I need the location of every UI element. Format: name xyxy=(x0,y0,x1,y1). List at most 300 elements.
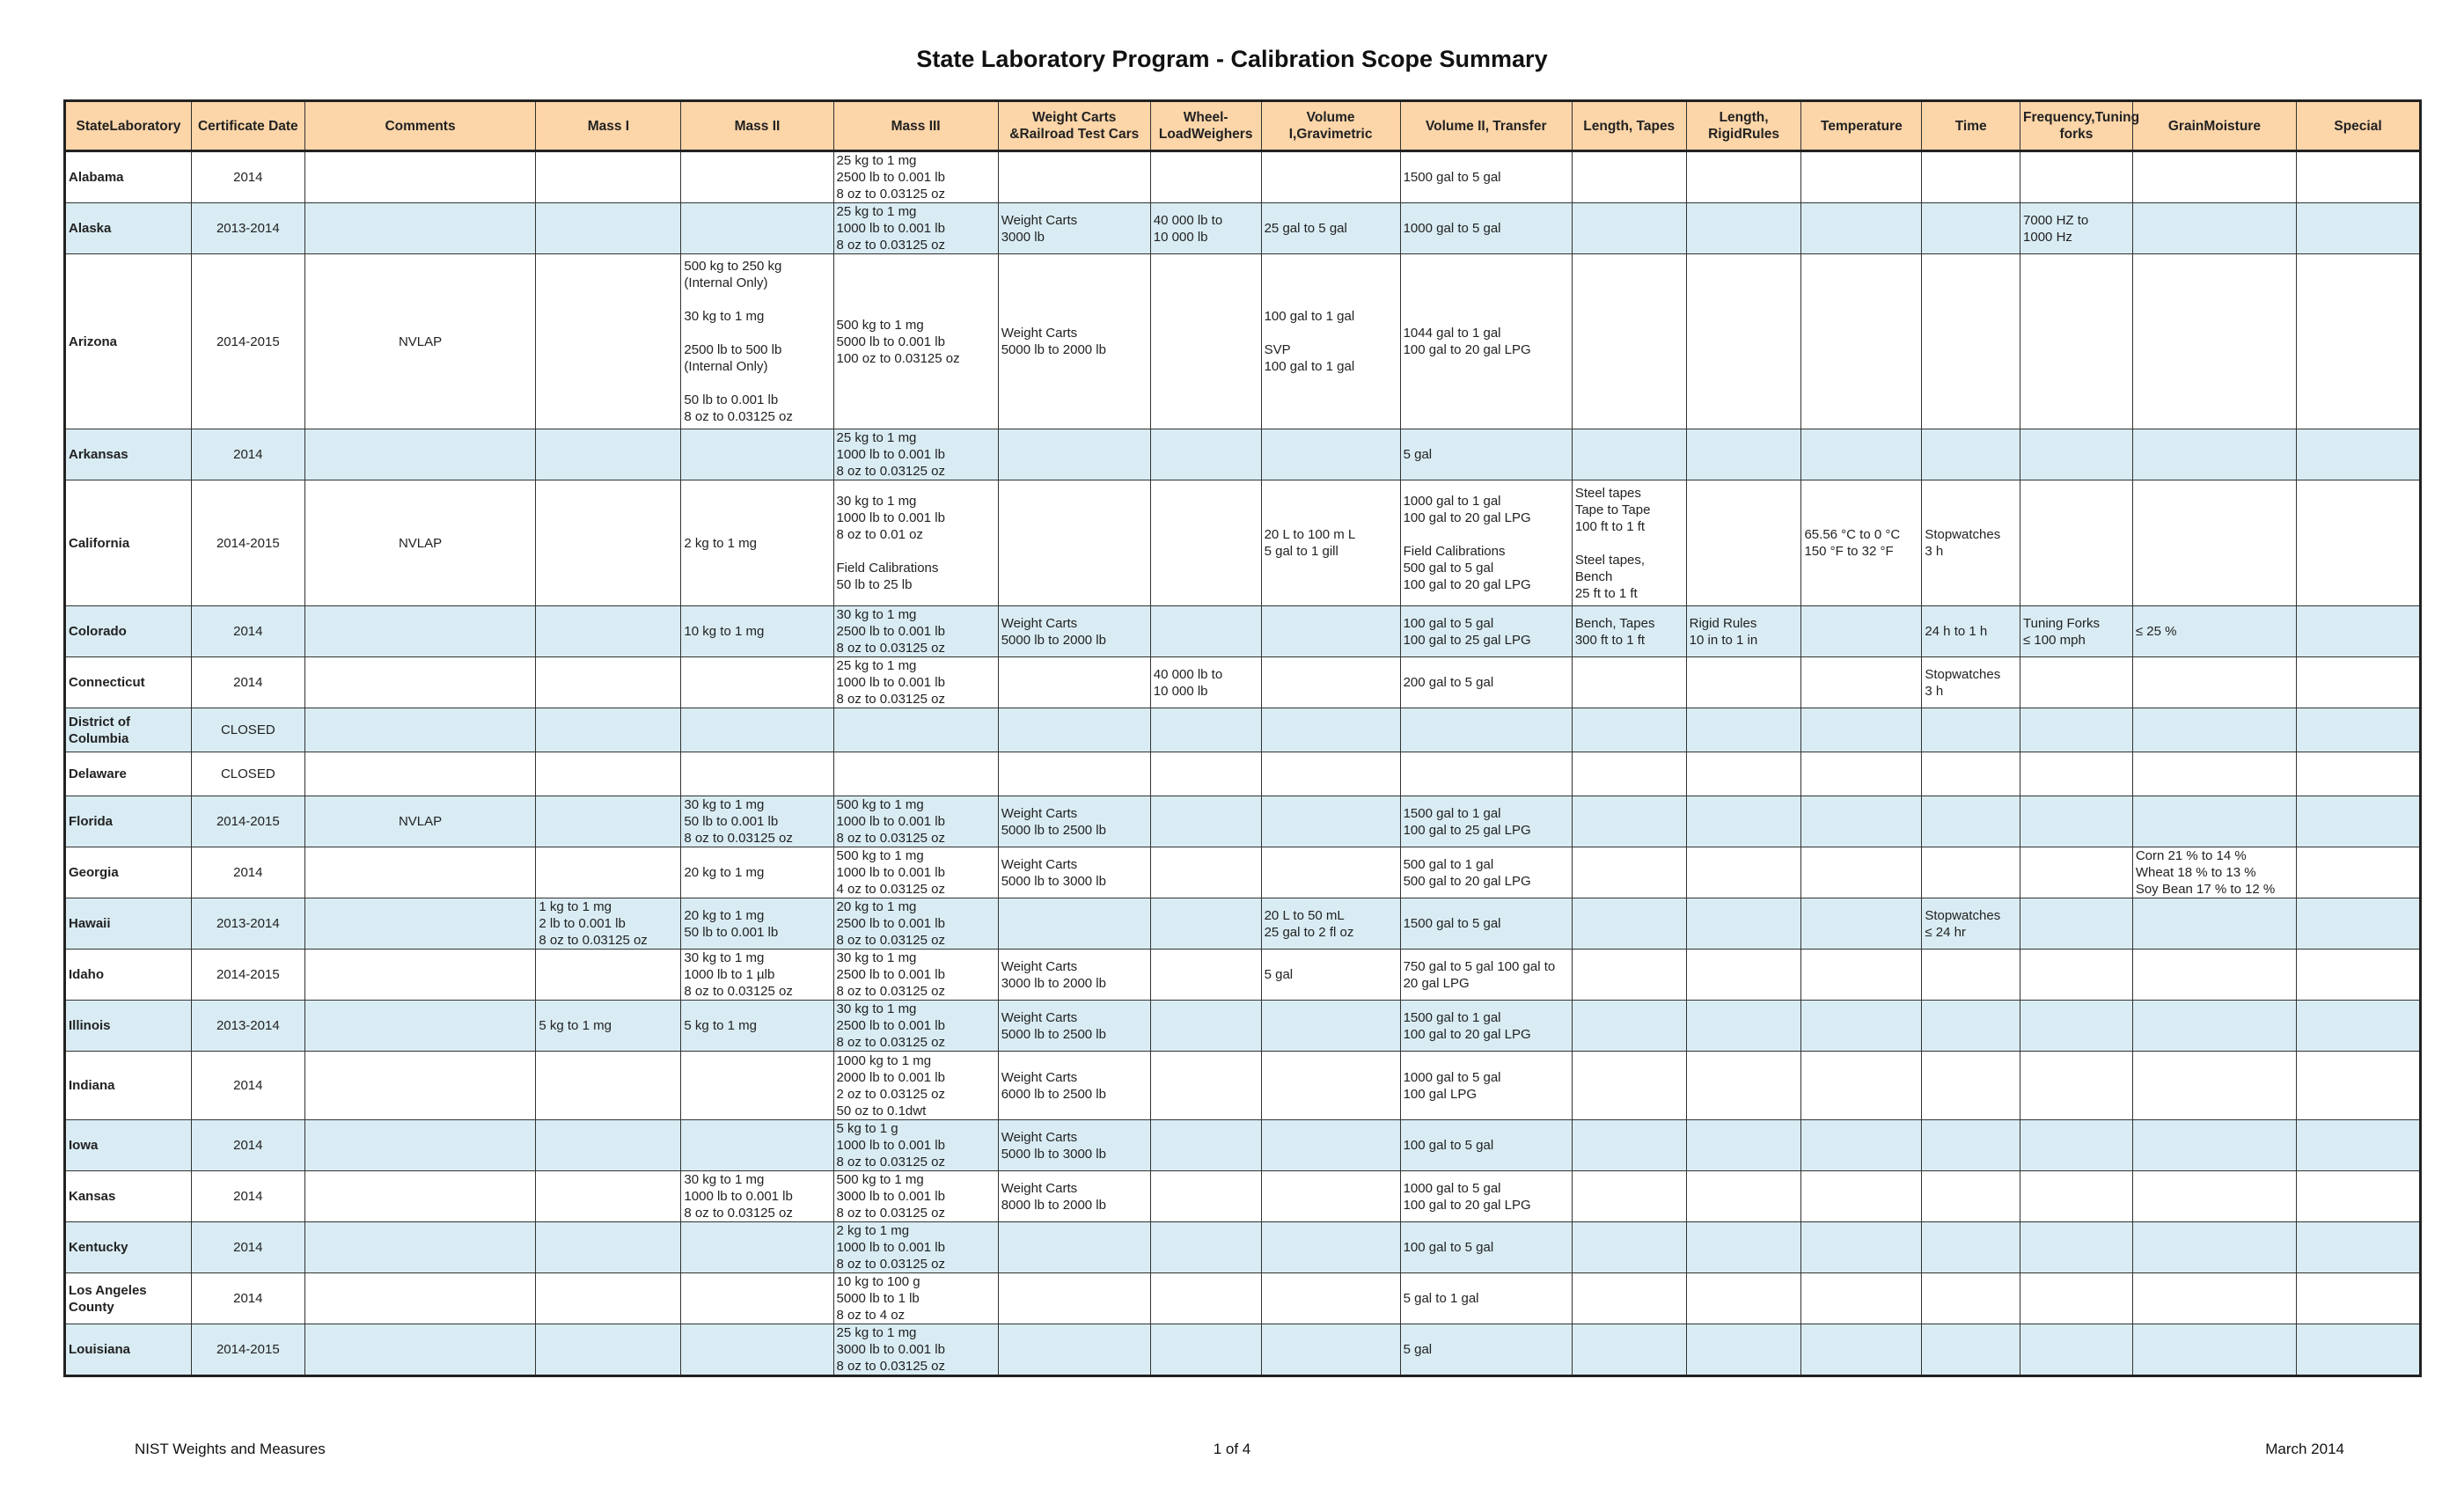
cell-comments xyxy=(304,254,536,429)
cell-length-tapes xyxy=(1572,657,1686,708)
column-header-temperature xyxy=(1801,101,1922,151)
cell-text: 4 oz to 0.03125 oz xyxy=(836,882,945,897)
cell-state-laboratory xyxy=(65,429,192,480)
cell-length-rigid-rules xyxy=(1686,606,1801,657)
cell-wheel-load-weighers xyxy=(1150,898,1261,950)
cell-volume-i xyxy=(1261,1324,1400,1376)
cell-text: 2500 lb to 0.001 lb xyxy=(836,1018,945,1033)
cell-length-rigid-rules xyxy=(1686,708,1801,752)
cell-weight-carts xyxy=(998,1001,1150,1052)
cell-text: 1500 gal to 1 gal xyxy=(1403,805,1501,821)
column-header-mass-ii xyxy=(681,101,833,151)
column-header-grain-moisture xyxy=(2132,101,2296,151)
header-text: Mass III xyxy=(891,118,941,134)
cell-frequency xyxy=(2020,1222,2133,1273)
cell-text: 65.56 °C to 0 °C xyxy=(1804,527,1901,542)
cell-time xyxy=(1922,752,2020,796)
column-header-wheel-load-weighers xyxy=(1150,101,1261,151)
cell-text: Steel tapes, xyxy=(1574,552,1646,568)
cell-grain-moisture xyxy=(2132,1171,2296,1222)
cell-text: 2013-2014 xyxy=(216,916,280,931)
cell-text: 25 ft to 1 ft xyxy=(1574,585,1638,601)
cell-text: Bench xyxy=(1574,568,1613,584)
cell-weight-carts xyxy=(998,1324,1150,1376)
cell-state-laboratory xyxy=(65,1273,192,1324)
cell-text: Los Angeles xyxy=(69,1282,147,1298)
cell-grain-moisture xyxy=(2132,657,2296,708)
cell-text: 500 gal to 1 gal xyxy=(1403,856,1494,872)
cell-mass-i xyxy=(536,1324,681,1376)
cell-text: 500 kg to 1 mg xyxy=(836,797,924,812)
cell-text: Tape to Tape xyxy=(1574,502,1651,517)
cell-text: 30 kg to 1 mg xyxy=(684,950,765,965)
cell-mass-ii xyxy=(681,1052,833,1120)
cell-length-tapes xyxy=(1572,1222,1686,1273)
cell-state-laboratory xyxy=(65,1120,192,1171)
cell-text: 100 oz to 0.03125 oz xyxy=(836,350,960,366)
cell-text: Delaware xyxy=(69,766,127,781)
cell-mass-ii xyxy=(681,847,833,898)
cell-weight-carts xyxy=(998,898,1150,950)
cell-text: 8 oz to 0.03125 oz xyxy=(836,692,945,707)
column-header-volume-i xyxy=(1261,101,1400,151)
cell-text: 2014 xyxy=(233,1291,263,1306)
cell-text xyxy=(1404,526,1569,543)
cell-weight-carts xyxy=(998,1273,1150,1324)
table-row xyxy=(65,657,2421,708)
cell-text: Field Calibrations xyxy=(1403,544,1506,559)
cell-text: 8 oz to 0.01 oz xyxy=(836,527,923,542)
cell-mass-i xyxy=(536,898,681,950)
table-row xyxy=(65,606,2421,657)
cell-text: 100 gal to 25 gal LPG xyxy=(1403,632,1531,648)
cell-text: 20 gal LPG xyxy=(1403,975,1470,991)
cell-text: 20 L to 50 mL xyxy=(1264,907,1345,923)
cell-text: NVLAP xyxy=(398,334,443,349)
cell-text: Tuning Forks xyxy=(2023,615,2101,631)
cell-text: 8 oz to 0.03125 oz xyxy=(684,1206,793,1221)
cell-text: 40 000 lb to xyxy=(1153,666,1223,682)
cell-text: 100 ft to 1 ft xyxy=(1574,518,1646,534)
cell-temperature xyxy=(1801,708,1922,752)
cell-frequency xyxy=(2020,708,2133,752)
cell-text: 100 gal to 1 gal xyxy=(1264,359,1355,374)
cell-text: 1000 lb to 0.001 lb xyxy=(836,1138,945,1153)
cell-frequency xyxy=(2020,1171,2133,1222)
cell-wheel-load-weighers xyxy=(1150,254,1261,429)
cell-wheel-load-weighers xyxy=(1150,429,1261,480)
cell-volume-i xyxy=(1261,1120,1400,1171)
cell-volume-ii xyxy=(1400,847,1572,898)
cell-text: 100 gal to 20 gal LPG xyxy=(1403,1197,1531,1213)
cell-text: 100 gal to 25 gal LPG xyxy=(1403,822,1531,838)
cell-text: 500 kg to 1 mg xyxy=(836,317,924,333)
cell-certificate-date xyxy=(191,1120,304,1171)
cell-frequency xyxy=(2020,950,2133,1001)
cell-temperature xyxy=(1801,1324,1922,1376)
cell-text: 5 gal xyxy=(1403,447,1433,462)
cell-certificate-date xyxy=(191,752,304,796)
cell-state-laboratory xyxy=(65,752,192,796)
cell-text xyxy=(1265,325,1397,341)
cell-state-laboratory xyxy=(65,796,192,847)
cell-temperature xyxy=(1801,950,1922,1001)
header-text: Wheel-Load xyxy=(1158,110,1228,142)
cell-length-tapes xyxy=(1572,606,1686,657)
cell-comments xyxy=(304,1324,536,1376)
cell-mass-ii xyxy=(681,950,833,1001)
cell-certificate-date xyxy=(191,898,304,950)
cell-text: Weight Carts xyxy=(1001,1180,1078,1196)
cell-text: 3 h xyxy=(1925,683,1944,699)
cell-text: 1000 lb to 0.001 lb xyxy=(836,675,945,690)
cell-volume-ii xyxy=(1400,1120,1572,1171)
header-text: Weighers xyxy=(1191,127,1253,142)
cell-frequency xyxy=(2020,254,2133,429)
cell-time xyxy=(1922,1171,2020,1222)
cell-volume-i xyxy=(1261,708,1400,752)
cell-temperature xyxy=(1801,1001,1922,1052)
cell-mass-iii xyxy=(833,1052,998,1120)
cell-weight-carts xyxy=(998,1222,1150,1273)
cell-volume-ii xyxy=(1400,1171,1572,1222)
header-row xyxy=(65,101,2421,151)
cell-volume-i xyxy=(1261,796,1400,847)
table-row xyxy=(65,752,2421,796)
cell-length-rigid-rules xyxy=(1686,657,1801,708)
cell-text: 8 oz to 0.03125 oz xyxy=(836,933,945,948)
cell-mass-i xyxy=(536,708,681,752)
cell-grain-moisture xyxy=(2132,254,2296,429)
cell-volume-i xyxy=(1261,606,1400,657)
cell-mass-iii xyxy=(833,796,998,847)
header-text: Tuning forks xyxy=(2059,110,2140,142)
cell-text: 1000 gal to 5 gal xyxy=(1403,1180,1501,1196)
cell-mass-ii xyxy=(681,1171,833,1222)
cell-mass-ii xyxy=(681,708,833,752)
cell-mass-ii xyxy=(681,1324,833,1376)
cell-certificate-date xyxy=(191,429,304,480)
cell-text xyxy=(1575,535,1683,552)
cell-text: 30 kg to 1 mg xyxy=(684,797,765,812)
cell-comments xyxy=(304,480,536,606)
cell-text: 5000 lb to 2000 lb xyxy=(1001,342,1106,357)
cell-length-rigid-rules xyxy=(1686,1120,1801,1171)
cell-text: 1000 lb to 0.001 lb xyxy=(836,814,945,829)
cell-volume-i xyxy=(1261,429,1400,480)
cell-time xyxy=(1922,847,2020,898)
cell-state-laboratory xyxy=(65,847,192,898)
cell-mass-iii xyxy=(833,429,998,480)
cell-text: 8 oz to 0.03125 oz xyxy=(836,187,945,202)
cell-wheel-load-weighers xyxy=(1150,606,1261,657)
column-header-certificate-date xyxy=(191,101,304,151)
cell-text: Weight Carts xyxy=(1001,805,1078,821)
cell-text: 25 gal to 2 fl oz xyxy=(1264,924,1354,940)
cell-grain-moisture xyxy=(2132,606,2296,657)
cell-text: 1000 lb to 0.001 lb xyxy=(836,447,945,462)
cell-text: 2500 lb to 0.001 lb xyxy=(836,967,945,982)
cell-length-rigid-rules xyxy=(1686,1324,1801,1376)
cell-text: 10 in to 1 in xyxy=(1689,632,1758,648)
cell-certificate-date xyxy=(191,796,304,847)
cell-text: Bench, Tapes xyxy=(1574,615,1655,631)
cell-length-tapes xyxy=(1572,847,1686,898)
cell-text: (Internal Only) xyxy=(684,359,768,374)
cell-text: 1000 gal to 5 gal xyxy=(1403,221,1501,236)
cell-text: 500 gal to 5 gal xyxy=(1403,561,1494,576)
cell-length-rigid-rules xyxy=(1686,752,1801,796)
cell-text: Rigid Rules xyxy=(1689,615,1757,631)
cell-length-tapes xyxy=(1572,151,1686,203)
cell-mass-ii xyxy=(681,1222,833,1273)
cell-volume-i xyxy=(1261,1001,1400,1052)
cell-text: 7000 HZ to xyxy=(2023,212,2089,228)
cell-text: 3 h xyxy=(1925,544,1944,559)
cell-certificate-date xyxy=(191,708,304,752)
cell-comments xyxy=(304,752,536,796)
cell-text: 2 lb to 0.001 lb xyxy=(539,916,626,931)
cell-certificate-date xyxy=(191,1001,304,1052)
cell-comments xyxy=(304,1120,536,1171)
cell-text: 2014 xyxy=(233,1078,263,1093)
cell-temperature xyxy=(1801,796,1922,847)
cell-text: 1500 gal to 5 gal xyxy=(1403,916,1501,931)
cell-grain-moisture xyxy=(2132,151,2296,203)
cell-length-rigid-rules xyxy=(1686,203,1801,254)
cell-length-rigid-rules xyxy=(1686,151,1801,203)
cell-weight-carts xyxy=(998,752,1150,796)
cell-special xyxy=(2297,1052,2421,1120)
header-text: Grain xyxy=(2167,118,2204,134)
cell-text: 100 gal to 5 gal xyxy=(1403,1138,1494,1153)
cell-mass-iii xyxy=(833,1222,998,1273)
cell-text: 1000 Hz xyxy=(2023,229,2072,245)
cell-comments xyxy=(304,1052,536,1120)
cell-time xyxy=(1922,1222,2020,1273)
cell-mass-iii xyxy=(833,1001,998,1052)
cell-text: District of xyxy=(69,714,131,730)
cell-frequency xyxy=(2020,657,2133,708)
cell-special xyxy=(2297,657,2421,708)
cell-temperature xyxy=(1801,203,1922,254)
cell-length-tapes xyxy=(1572,1273,1686,1324)
cell-comments xyxy=(304,657,536,708)
cell-volume-ii xyxy=(1400,151,1572,203)
cell-state-laboratory xyxy=(65,708,192,752)
cell-mass-ii xyxy=(681,203,833,254)
header-text: Laboratory xyxy=(109,118,181,134)
cell-text: 25 kg to 1 mg xyxy=(836,1325,917,1340)
cell-state-laboratory xyxy=(65,1001,192,1052)
cell-text: 1000 lb to 0.001 lb xyxy=(836,510,945,525)
cell-wheel-load-weighers xyxy=(1150,950,1261,1001)
cell-text: 2 oz to 0.03125 oz xyxy=(836,1086,945,1102)
page-title: State Laboratory Program - Calibration Scope Summary xyxy=(916,46,1548,72)
cell-text: 2014 xyxy=(233,1138,263,1153)
cell-certificate-date xyxy=(191,847,304,898)
cell-mass-ii xyxy=(681,1001,833,1052)
cell-length-rigid-rules xyxy=(1686,254,1801,429)
cell-text: Colorado xyxy=(69,624,127,639)
cell-length-rigid-rules xyxy=(1686,898,1801,950)
cell-weight-carts xyxy=(998,708,1150,752)
cell-volume-ii xyxy=(1400,429,1572,480)
cell-special xyxy=(2297,1120,2421,1171)
cell-text: 2014 xyxy=(233,675,263,690)
cell-text: 30 kg to 1 mg xyxy=(836,494,917,509)
cell-text: 100 gal to 1 gal xyxy=(1264,309,1355,324)
cell-mass-i xyxy=(536,657,681,708)
cell-text: Stopwatches xyxy=(1925,666,2001,682)
header-text: Railroad Test Cars xyxy=(1019,127,1140,142)
cell-wheel-load-weighers xyxy=(1150,847,1261,898)
cell-special xyxy=(2297,429,2421,480)
cell-text: 8 oz to 0.03125 oz xyxy=(836,464,945,479)
header-text: Mass II xyxy=(734,118,781,134)
table-row xyxy=(65,429,2421,480)
cell-comments xyxy=(304,950,536,1001)
cell-text: SVP xyxy=(1264,342,1291,357)
cell-text: Hawaii xyxy=(69,916,111,931)
table-row xyxy=(65,1052,2421,1120)
cell-certificate-date xyxy=(191,1171,304,1222)
cell-text: 5 gal to 1 gill xyxy=(1264,544,1338,559)
cell-text: 5 kg to 1 mg xyxy=(539,1018,612,1033)
cell-text: Iowa xyxy=(69,1138,99,1153)
cell-text: NVLAP xyxy=(398,535,443,551)
cell-text: 5000 lb to 1 lb xyxy=(836,1291,920,1306)
cell-text: 1 kg to 1 mg xyxy=(539,899,612,914)
footer-page-number: 1 of 4 xyxy=(1213,1441,1251,1457)
cell-mass-iii xyxy=(833,898,998,950)
column-header-comments xyxy=(304,101,536,151)
cell-mass-iii xyxy=(833,480,998,606)
column-header-mass-iii xyxy=(833,101,998,151)
cell-text: Corn 21 % to 14 % xyxy=(2135,848,2247,863)
cell-text: CLOSED xyxy=(220,722,275,737)
cell-text: 150 °F to 32 °F xyxy=(1804,544,1894,559)
cell-length-rigid-rules xyxy=(1686,1222,1801,1273)
header-text: Length, Rigid xyxy=(1708,110,1769,142)
cell-text: 2000 lb to 0.001 lb xyxy=(836,1069,945,1085)
cell-wheel-load-weighers xyxy=(1150,1052,1261,1120)
cell-temperature xyxy=(1801,1052,1922,1120)
cell-mass-i xyxy=(536,796,681,847)
cell-text: 50 lb to 0.001 lb xyxy=(684,392,779,407)
cell-special xyxy=(2297,752,2421,796)
cell-weight-carts xyxy=(998,657,1150,708)
footer-left: NIST Weights and Measures xyxy=(135,1441,326,1457)
cell-text: 500 kg to 250 kg xyxy=(684,259,782,274)
cell-mass-ii xyxy=(681,657,833,708)
footer-date: March 2014 xyxy=(2265,1441,2344,1457)
cell-wheel-load-weighers xyxy=(1150,752,1261,796)
cell-text: 24 h to 1 h xyxy=(1925,624,1988,639)
calibration-scope-table xyxy=(63,99,2422,1377)
cell-frequency xyxy=(2020,1052,2133,1120)
cell-wheel-load-weighers xyxy=(1150,151,1261,203)
cell-mass-iii xyxy=(833,254,998,429)
cell-weight-carts xyxy=(998,203,1150,254)
cell-wheel-load-weighers xyxy=(1150,1001,1261,1052)
cell-length-tapes xyxy=(1572,950,1686,1001)
cell-text: 3000 lb xyxy=(1001,229,1045,245)
cell-text: Steel tapes xyxy=(1574,485,1641,501)
cell-text: 2014 xyxy=(233,1189,263,1204)
cell-text: 8 oz to 0.03125 oz xyxy=(836,831,945,846)
cell-text: 25 kg to 1 mg xyxy=(836,430,917,445)
cell-mass-i xyxy=(536,1273,681,1324)
cell-text: 5000 lb to 2500 lb xyxy=(1001,822,1106,838)
cell-text: Indiana xyxy=(69,1078,115,1093)
cell-text: Alabama xyxy=(69,170,124,185)
cell-text: 2014-2015 xyxy=(216,535,280,551)
cell-text: 2500 lb to 0.001 lb xyxy=(836,170,945,185)
cell-certificate-date xyxy=(191,1324,304,1376)
cell-text: 30 kg to 1 mg xyxy=(684,309,765,324)
cell-grain-moisture xyxy=(2132,950,2296,1001)
cell-text: 3000 lb to 0.001 lb xyxy=(836,1342,945,1357)
cell-special xyxy=(2297,203,2421,254)
cell-text: 5000 lb to 3000 lb xyxy=(1001,1146,1106,1162)
cell-text: 6000 lb to 2500 lb xyxy=(1001,1086,1106,1102)
cell-mass-iii xyxy=(833,752,998,796)
cell-text: 8 oz to 0.03125 oz xyxy=(836,1035,945,1050)
cell-grain-moisture xyxy=(2132,796,2296,847)
cell-text: 8 oz to 0.03125 oz xyxy=(836,1257,945,1272)
table-row xyxy=(65,203,2421,254)
cell-text: 1000 gal to 5 gal xyxy=(1403,1069,1501,1085)
cell-text: 3000 lb to 0.001 lb xyxy=(836,1189,945,1204)
cell-mass-i xyxy=(536,606,681,657)
cell-text xyxy=(837,543,995,560)
cell-text: 5000 lb to 3000 lb xyxy=(1001,873,1106,889)
cell-text xyxy=(684,325,830,341)
cell-text: Weight Carts xyxy=(1001,615,1078,631)
cell-temperature xyxy=(1801,1120,1922,1171)
header-text: Gravimetric xyxy=(1296,127,1373,142)
cell-text: 1000 gal to 1 gal xyxy=(1403,494,1501,509)
header-text: Special xyxy=(2334,118,2382,134)
cell-text: 2500 lb to 500 lb xyxy=(684,342,782,357)
column-header-mass-i xyxy=(536,101,681,151)
cell-mass-i xyxy=(536,480,681,606)
cell-length-rigid-rules xyxy=(1686,847,1801,898)
cell-volume-i xyxy=(1261,847,1400,898)
cell-text: 5000 lb to 2500 lb xyxy=(1001,1026,1106,1042)
cell-text: 5 kg to 1 g xyxy=(836,1121,898,1136)
table-row xyxy=(65,254,2421,429)
cell-certificate-date xyxy=(191,657,304,708)
cell-grain-moisture xyxy=(2132,203,2296,254)
cell-temperature xyxy=(1801,606,1922,657)
cell-text: 750 gal to 5 gal 100 gal to xyxy=(1403,958,1556,974)
cell-text: 200 gal to 5 gal xyxy=(1403,675,1494,690)
cell-comments xyxy=(304,898,536,950)
cell-text: 2014 xyxy=(233,170,263,185)
table-row xyxy=(65,796,2421,847)
cell-text: 8 oz to 0.03125 oz xyxy=(836,1359,945,1374)
cell-length-tapes xyxy=(1572,1001,1686,1052)
cell-mass-i xyxy=(536,847,681,898)
cell-weight-carts xyxy=(998,1052,1150,1120)
cell-mass-iii xyxy=(833,1273,998,1324)
column-header-weight-carts xyxy=(998,101,1150,151)
cell-text: Weight Carts xyxy=(1001,856,1078,872)
header-text: Weight Carts & xyxy=(1009,110,1117,142)
cell-special xyxy=(2297,151,2421,203)
